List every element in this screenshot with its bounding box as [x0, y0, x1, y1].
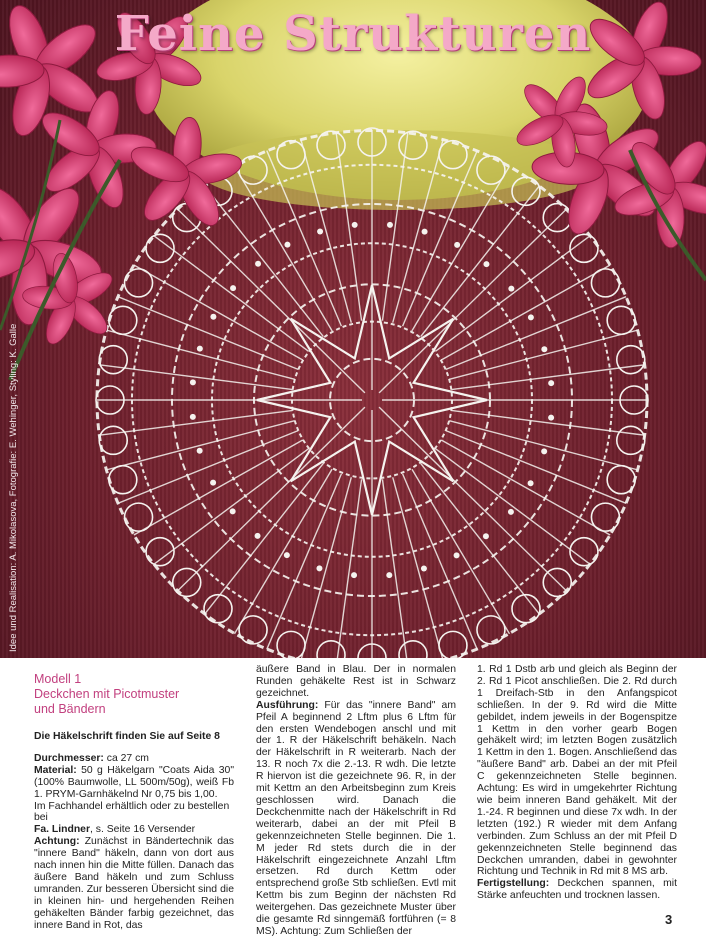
doily-picot	[483, 533, 489, 539]
material-line	[34, 765, 234, 801]
doily-picot	[284, 552, 290, 558]
doily-spoke	[336, 479, 361, 658]
model-label: Modell 1	[34, 672, 82, 686]
page-title: Feine Strukturen	[114, 6, 592, 62]
fertigstellung-text: Deckchen spannen, mit Stärke anfeuchten und trocknen lassen.	[477, 878, 677, 902]
doily-scallop	[591, 503, 619, 531]
instructions-continued: 1. Rd 1 Dstb arb und gleich als Beginn der 2. Rd 1 Picot anschließen. Die 2. Rd durch 1 Dreifach-Stb in den Anfangspicot schließen. In der 9. Rd wird die Mitte gebildet, indem jeweils in der Bogenspitze 1 Kettm in den vorher gearb Bogen gehäkelt wird; im letzten Bogen zusätzlich 1 Kettm in den 1. Bogen. Anschließend das "äußere Band" arb. Dabei an der mit Pfeil C gekennzeichneten Stelle beginnen. Achtung: Es wird in umgekehrter Richtung wie beim inneren Band gehäkelt. Mit der 1.-24. R beginnen und diese 7x wdh. In der letzten (192.) R wieder mit dem Anfang verbinden. Zum Schluss an der mit Pfeil D gekennzeichneten Stelle beginnend das Deckchen umranden, dabei in gewohnter Richtung und Technik in Rd mit 8 MS arb.	[477, 664, 677, 878]
doily-picot	[548, 415, 554, 421]
doily-spoke	[106, 330, 294, 379]
text-column-3	[477, 664, 677, 902]
model-subtitle-line-2: und Bändern	[34, 702, 106, 716]
doily-picot	[541, 448, 547, 454]
diameter-line	[34, 753, 234, 765]
photo-credit: Idee und Realisation: A. Mikolasova, Fotografie: E. Wehinger, Styling: K. Galle	[8, 323, 19, 652]
doily-scallop	[99, 346, 127, 374]
text-column-1	[34, 664, 234, 932]
doily-picot	[210, 314, 216, 320]
doily-picot	[422, 229, 428, 235]
doily-scallop	[399, 641, 427, 658]
retail-line	[34, 801, 234, 837]
doily-scallop	[617, 426, 645, 454]
doily-scallop	[239, 616, 267, 644]
doily-scallop	[109, 306, 137, 334]
diameter-value: ca 27 cm	[106, 752, 149, 764]
lace-doily	[96, 128, 648, 658]
fertigstellung-label: Fertigstellung:	[477, 878, 550, 890]
ausfuehrung-label: Ausführung:	[256, 699, 319, 711]
text-column-2	[256, 664, 456, 937]
retail-name: Fa. Lindner	[34, 824, 90, 836]
achtung-paragraph	[34, 836, 234, 931]
doily-spoke	[393, 477, 443, 658]
doily-picot	[230, 285, 236, 291]
doily-picot	[528, 314, 534, 320]
doily-picot	[387, 222, 393, 228]
doily-picot	[197, 346, 203, 352]
doily-picot	[508, 509, 514, 515]
model-subtitle-line-1: Deckchen mit Picotmuster	[34, 687, 180, 701]
doily-scallop	[109, 466, 137, 494]
doily-scallop	[591, 269, 619, 297]
doily-spoke	[118, 297, 298, 370]
doily-scallop	[99, 426, 127, 454]
doily-picot	[197, 448, 203, 454]
retail-text: Im Fachhandel erhältlich oder zu bestellen bei	[34, 800, 230, 824]
material-value: 50 g Häkelgarn "Coats Aida 30" (100% Baumwolle, LL 500m/50g), weiß Fb 1. PRYM-Garnhäkelnd Nr 0,75 bis 1,00.	[34, 764, 235, 800]
doily-picot	[284, 242, 290, 248]
diameter-label: Durchmesser:	[34, 752, 104, 764]
doily-picot	[454, 552, 460, 558]
doily-spoke	[421, 463, 540, 614]
achtung-text: Zunächst in Bändertechnik das "innere Band" häkeln, dann von dort aus nach innen hin die Mitte füllen. Danach das äußere Band häkeln und zum Schluss umranden. Zur besseren Übersicht sind die in kleinen hin- und hergehenden Reihen gehäkelten Bänder farbig gezeichnet, das innere Band in Rot, das	[34, 836, 235, 931]
doily-scallop	[125, 503, 153, 531]
doily-spoke	[446, 297, 626, 370]
material-label: Material:	[34, 764, 77, 776]
ausfuehrung-text: Für das "innere Band" am Pfeil A beginnend 2 Lftm plus 6 Lftm für den ersten Wendebogen anschl und mit der 1. R der Häkelschrift behäkeln. Nach der Häkelschrift in R weiterarb. Nach der 13. R noch 7x die 2.-13. R wdh. Die letzte R hiervon ist die gezeichnete 96. R, in der mit Kettm an den Arbeitsbeginn zum Kreis geschlossen wird. Danach die Deckchenmitte nach der Häkelschrift in Rd weiterarb, dabei an der mit Pfeil B gekennzeichneten Stelle beginnen. Die 1. M jeder Rd stets durch die in der Häkelschrift eingezeichnete Anzahl Lftm ersetzen. Rd durch Kettm oder entsprechend große Stb schließen. Evtl mit Kettm bis zum Beginn der nächsten Rd weitergehen. Das gezeichnete Muster über die gesamte Rd sinngemäß fortführen (= 8 MS). Achtung: Zum Schließen der	[256, 699, 456, 937]
doily-spoke	[205, 463, 324, 614]
doily-picot	[255, 261, 261, 267]
doily-spoke	[99, 410, 292, 435]
doily-spoke	[118, 431, 298, 504]
doily-spoke	[379, 209, 566, 393]
doily-picot	[508, 286, 514, 292]
color-legend-text: äußere Band in Blau. Der in normalen Runden gehäkelte Rest ist in Schwarz gezeichnet.	[256, 664, 456, 699]
doily-picot	[541, 346, 547, 352]
doily-spoke	[379, 407, 566, 591]
doily-picot	[316, 565, 322, 571]
doily-scallop	[477, 616, 505, 644]
doily-picot	[454, 242, 460, 248]
doily-scallop	[317, 641, 345, 658]
doily-picot	[421, 566, 427, 572]
doily-picot	[255, 533, 261, 539]
doily-spoke	[446, 431, 626, 504]
doily-spoke	[178, 407, 365, 591]
achtung-label: Achtung:	[34, 836, 80, 848]
doily-scallop	[607, 306, 635, 334]
doily-picot	[483, 261, 489, 267]
doily-scallop	[125, 269, 153, 297]
doily-spoke	[178, 209, 365, 393]
doily-picot	[351, 572, 357, 578]
doily-spoke	[99, 365, 292, 390]
doily-spoke	[451, 365, 644, 390]
doily-picot	[317, 228, 323, 234]
model-subtitle	[34, 687, 234, 717]
doily-picot	[210, 480, 216, 486]
doily-spoke	[301, 477, 351, 658]
doily-picot	[386, 572, 392, 578]
doily-scallop	[617, 346, 645, 374]
doily-picot	[528, 480, 534, 486]
retail-suffix: , s. Seite 16 Versender	[90, 824, 196, 836]
doily-picot	[230, 508, 236, 514]
page-number: 3	[665, 912, 673, 927]
chart-reference: Die Häkelschrift finden Sie auf Seite 8	[34, 731, 220, 742]
doily-picot	[190, 414, 196, 420]
doily-picot	[352, 222, 358, 228]
doily-spoke	[205, 186, 324, 337]
doily-scallop	[607, 466, 635, 494]
doily-picot	[190, 379, 196, 385]
doily-picot	[548, 380, 554, 386]
doily-spoke	[382, 479, 407, 658]
doily-spoke	[451, 410, 644, 435]
